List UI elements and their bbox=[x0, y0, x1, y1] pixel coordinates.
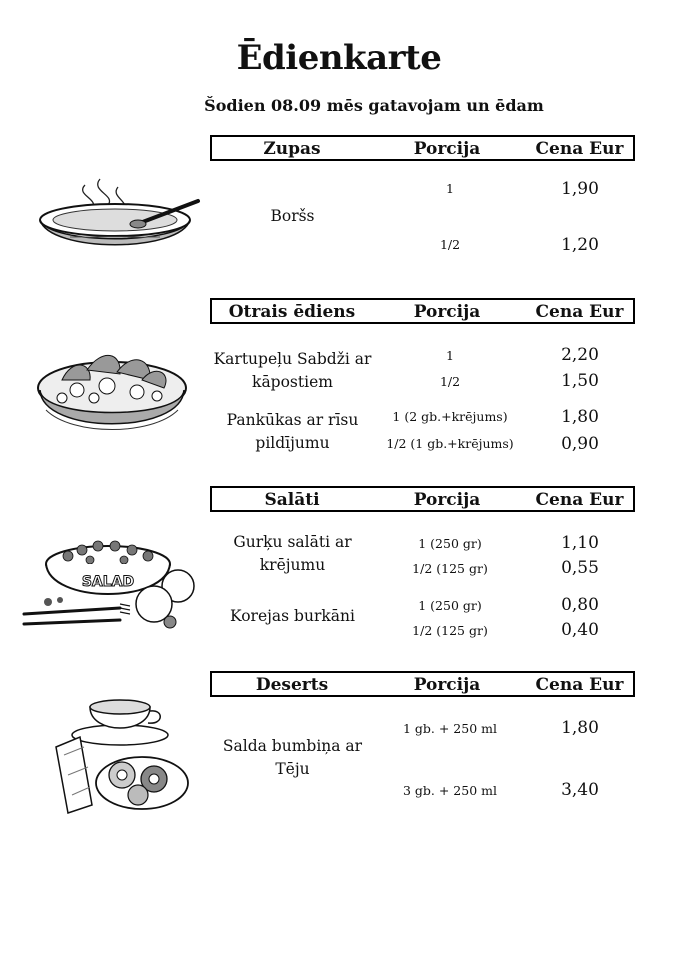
section-name: Otrais ēdiens bbox=[228, 302, 356, 322]
portion-header: Porcija bbox=[413, 490, 481, 510]
portion: 1 (2 gb.+krējums) bbox=[392, 409, 508, 424]
soup-bowl-icon bbox=[30, 175, 205, 265]
portion: 3 gb. + 250 ml bbox=[402, 783, 497, 798]
price: 0,55 bbox=[561, 558, 599, 578]
price-header: Cena Eur bbox=[535, 302, 624, 322]
section-header bbox=[210, 298, 635, 324]
section-name: Salāti bbox=[264, 490, 320, 510]
portion-header: Porcija bbox=[413, 675, 481, 695]
price-header: Cena Eur bbox=[535, 675, 624, 695]
section-header bbox=[210, 486, 635, 512]
price: 0,90 bbox=[561, 434, 599, 454]
price-header: Cena Eur bbox=[535, 490, 624, 510]
portion: 1/2 bbox=[439, 237, 461, 252]
portion: 1 bbox=[446, 181, 454, 196]
portion: 1 (250 gr) bbox=[418, 598, 482, 613]
portion: 1/2 (125 gr) bbox=[412, 561, 488, 576]
menu-subtitle: Šodien 08.09 mēs gatavojam un ēdam bbox=[204, 96, 544, 115]
dish-name: Korejas burkāni bbox=[230, 607, 355, 625]
price: 1,90 bbox=[561, 179, 599, 199]
portion: 1/2 (1 gb.+krējums) bbox=[386, 436, 514, 451]
dish-name: Pankūkas ar rīsu pildījumu bbox=[226, 411, 359, 452]
portion: 1 bbox=[446, 348, 454, 363]
dish-name: Boršs bbox=[270, 207, 315, 225]
portion-header: Porcija bbox=[413, 139, 481, 159]
salad-with-fruit-icon bbox=[20, 534, 205, 644]
dish-name: Gurķu salāti ar krējumu bbox=[233, 533, 352, 574]
menu-title: Ēdienkarte bbox=[236, 38, 442, 78]
section-header bbox=[210, 135, 635, 161]
price: 0,40 bbox=[561, 620, 599, 640]
price: 1,80 bbox=[561, 718, 599, 738]
section-name: Zupas bbox=[263, 139, 321, 159]
portion: 1 gb. + 250 ml bbox=[402, 721, 497, 736]
dish-name: Salda bumbiņa ar Tēju bbox=[222, 737, 363, 778]
portion-header: Porcija bbox=[413, 302, 481, 322]
portion: 1/2 (125 gr) bbox=[412, 623, 488, 638]
price: 1,10 bbox=[561, 533, 599, 553]
price: 3,40 bbox=[561, 780, 599, 800]
salad-label-text: SALAD bbox=[81, 574, 135, 590]
section-name: Deserts bbox=[255, 675, 329, 695]
price-header: Cena Eur bbox=[535, 139, 624, 159]
price: 1,80 bbox=[561, 407, 599, 427]
price: 1,20 bbox=[561, 235, 599, 255]
salad-bowl-icon bbox=[32, 340, 192, 448]
portion: 1 (250 gr) bbox=[418, 536, 482, 551]
section-header bbox=[210, 671, 635, 697]
portion: 1/2 bbox=[439, 374, 461, 389]
price: 0,80 bbox=[561, 595, 599, 615]
dish-name: Kartupeļu Sabdži ar kāpostiem bbox=[213, 350, 372, 391]
price: 2,20 bbox=[561, 345, 599, 365]
tea-cup-and-donuts-icon bbox=[50, 695, 195, 825]
price: 1,50 bbox=[561, 371, 599, 391]
